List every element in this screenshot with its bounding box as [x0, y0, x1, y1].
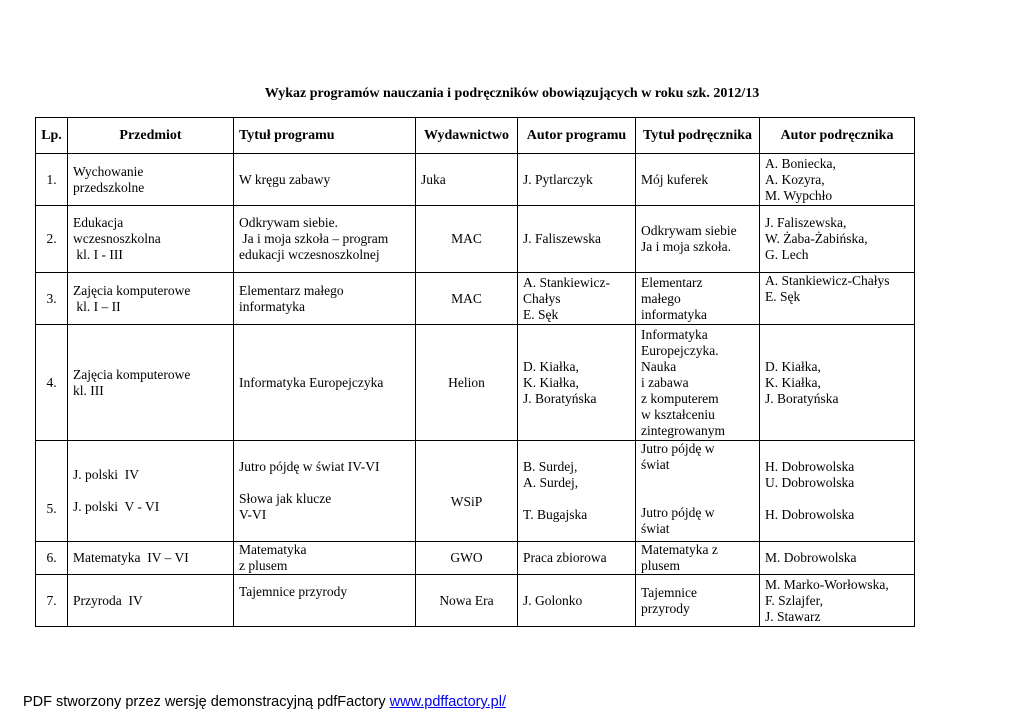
cell-lp: 1.	[36, 154, 68, 206]
header-lp: Lp.	[36, 118, 68, 154]
cell-wydawnictwo: MAC	[416, 273, 518, 325]
pdffactory-link[interactable]: www.pdffactory.pl/	[389, 694, 506, 710]
table-row	[36, 206, 915, 273]
document-title: Wykaz programów nauczania i podręczników obowiązujących w roku szk. 2012/13	[264, 86, 760, 101]
cell-lp: 3.	[36, 273, 68, 325]
cell-tytul-programu: Odkrywam siebie. Ja i moja szkoła – program edukacji wczesnoszkolnej	[234, 206, 416, 273]
cell-wydawnictwo: GWO	[416, 542, 518, 575]
cell-autor-podrecznika: H. Dobrowolska U. Dobrowolska H. Dobrowolska	[760, 441, 915, 542]
cell-przedmiot: Matematyka IV – VI	[68, 542, 234, 575]
header-tytul-programu: Tytuł programu	[234, 118, 416, 154]
table-row	[36, 273, 915, 325]
cell-autor-podrecznika: J. Faliszewska, W. Żaba-Żabińska, G. Lech	[760, 206, 915, 273]
cell-wydawnictwo: Helion	[416, 325, 518, 441]
cell-autor-programu: A. Stankiewicz- Chałys E. Sęk	[518, 273, 636, 325]
cell-tytul-podrecznika: Odkrywam siebie Ja i moja szkoła.	[636, 206, 760, 273]
cell-autor-podrecznika: A. Stankiewicz-Chałys E. Sęk	[760, 273, 915, 325]
table-row	[36, 325, 915, 441]
cell-tytul-podrecznika: Jutro pójdę w świat Jutro pójdę w świat	[636, 441, 760, 542]
cell-autor-programu: J. Pytlarczyk	[518, 154, 636, 206]
cell-tytul-programu: Tajemnice przyrody	[234, 575, 416, 627]
cell-lp: 6.	[36, 542, 68, 575]
cell-przedmiot: Zajęcia komputerowe kl. III	[68, 325, 234, 441]
cell-tytul-podrecznika: Informatyka Europejczyka. Nauka i zabawa z komputerem w kształceniu zintegrowanym	[636, 325, 760, 441]
cell-przedmiot: J. polski IV J. polski V - VI	[68, 441, 234, 542]
cell-tytul-podrecznika: Matematyka z plusem	[636, 542, 760, 575]
cell-tytul-programu: Informatyka Europejczyka	[234, 325, 416, 441]
cell-przedmiot: Edukacja wczesnoszkolna kl. I - III	[68, 206, 234, 273]
cell-przedmiot: Wychowanie przedszkolne	[68, 154, 234, 206]
table-row	[36, 542, 915, 575]
cell-tytul-programu: Elementarz małego informatyka	[234, 273, 416, 325]
pdf-footer	[23, 694, 506, 710]
header-przedmiot: Przedmiot	[68, 118, 234, 154]
cell-lp: 5.	[36, 441, 68, 542]
cell-wydawnictwo: MAC	[416, 206, 518, 273]
table-row	[36, 154, 915, 206]
cell-wydawnictwo: Juka	[416, 154, 518, 206]
cell-przedmiot: Zajęcia komputerowe kl. I – II	[68, 273, 234, 325]
cell-tytul-podrecznika: Mój kuferek	[636, 154, 760, 206]
cell-tytul-programu: Jutro pójdę w świat IV-VI Słowa jak klucze V-VI	[234, 441, 416, 542]
table-row	[36, 441, 915, 542]
header-autor-programu: Autor programu	[518, 118, 636, 154]
cell-lp: 2.	[36, 206, 68, 273]
header-autor-podrecznika: Autor podręcznika	[760, 118, 915, 154]
cell-tytul-programu: W kręgu zabawy	[234, 154, 416, 206]
cell-tytul-podrecznika: Elementarz małego informatyka	[636, 273, 760, 325]
cell-tytul-programu: Matematyka z plusem	[234, 542, 416, 575]
footer-text: PDF stworzony przez wersję demonstracyjną pdfFactory	[23, 694, 390, 710]
cell-autor-podrecznika: D. Kiałka, K. Kiałka, J. Boratyńska	[760, 325, 915, 441]
cell-autor-podrecznika: M. Dobrowolska	[760, 542, 915, 575]
cell-lp: 7.	[36, 575, 68, 627]
programs-table	[35, 117, 915, 627]
table-header-row	[36, 118, 915, 154]
cell-wydawnictwo: Nowa Era	[416, 575, 518, 627]
cell-tytul-podrecznika: Tajemnice przyrody	[636, 575, 760, 627]
header-tytul-podrecznika: Tytuł podręcznika	[636, 118, 760, 154]
cell-autor-podrecznika: A. Boniecka, A. Kozyra, M. Wypchło	[760, 154, 915, 206]
cell-lp: 4.	[36, 325, 68, 441]
header-wydawnictwo: Wydawnictwo	[416, 118, 518, 154]
cell-wydawnictwo: WSiP	[416, 441, 518, 542]
cell-autor-podrecznika: M. Marko-Worłowska, F. Szlajfer, J. Stawarz	[760, 575, 915, 627]
cell-autor-programu: D. Kiałka, K. Kiałka, J. Boratyńska	[518, 325, 636, 441]
cell-autor-programu: B. Surdej, A. Surdej, T. Bugajska	[518, 441, 636, 542]
table-row	[36, 575, 915, 627]
cell-autor-programu: Praca zbiorowa	[518, 542, 636, 575]
cell-autor-programu: J. Faliszewska	[518, 206, 636, 273]
cell-autor-programu: J. Golonko	[518, 575, 636, 627]
cell-przedmiot: Przyroda IV	[68, 575, 234, 627]
